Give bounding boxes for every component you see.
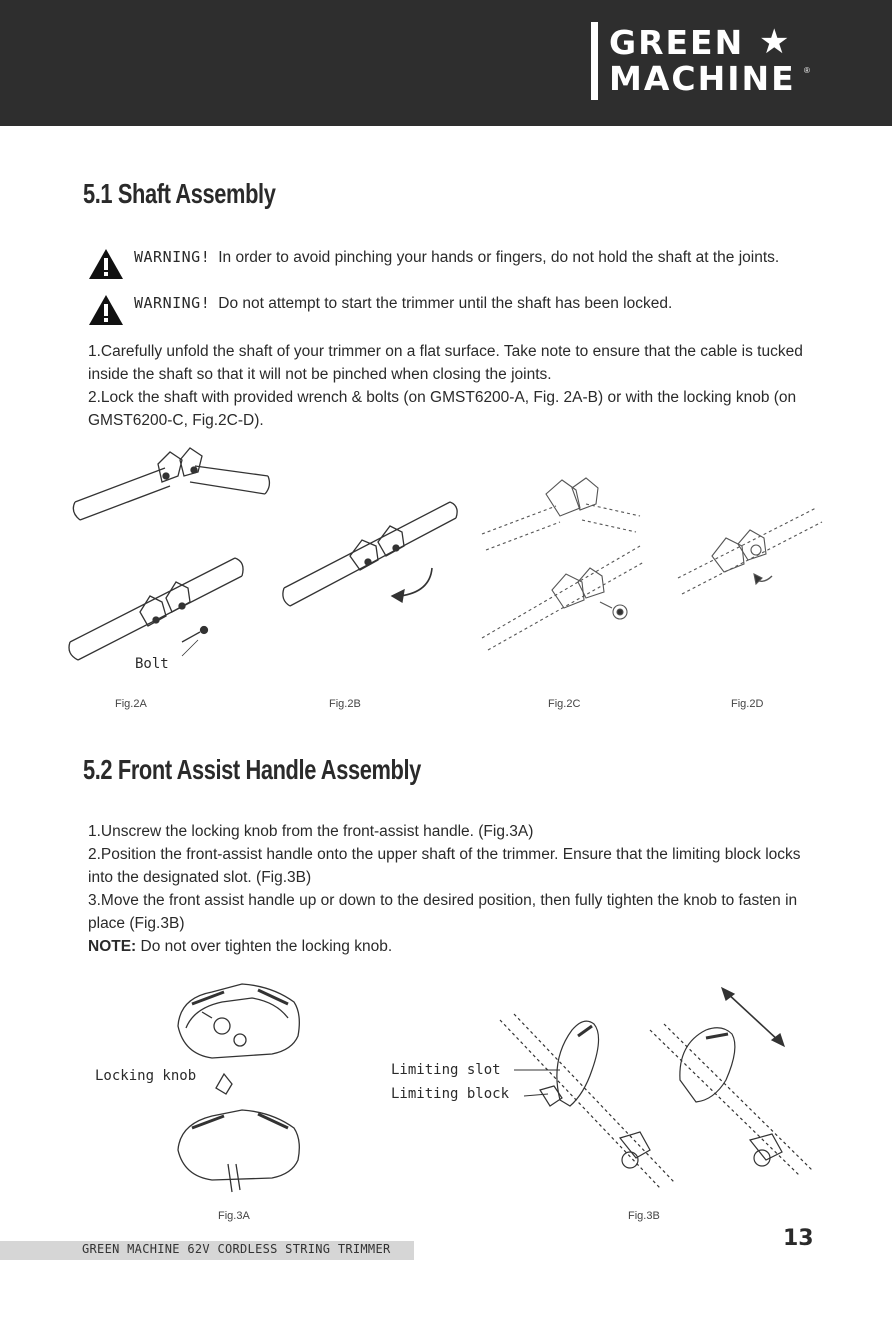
note-text: Do not over tighten the locking knob. (140, 938, 393, 955)
note (88, 935, 820, 958)
fig-2a-illustration (70, 446, 280, 686)
section-title-shaft-assembly: 5.1 Shaft Assembly (83, 178, 276, 209)
fig-2d-caption: Fig.2D (731, 698, 764, 710)
logo-text-line2: MACHINE (609, 59, 796, 98)
step-2: 2.Lock the shaft with provided wrench & bolts (on GMST6200-A, Fig. 2A-B) or with the locking knob (on GMST6200-C, Fig.2C-D). (88, 389, 797, 429)
fig-2b-illustration (282, 496, 462, 616)
footer-text: GREEN MACHINE 62V CORDLESS STRING TRIMMER (82, 1242, 391, 1256)
warning-triangle-icon (88, 248, 124, 280)
warning-1 (88, 246, 814, 269)
warning-text: In order to avoid pinching your hands or fingers, do not hold the shaft at the joints. (218, 249, 780, 266)
step-1: 1.Carefully unfold the shaft of your trimmer on a flat surface. Take note to ensure that the cable is tucked inside the shaft so that it will not be pinched when closing the joints. (88, 343, 803, 383)
warning-label: WARNING! (134, 248, 211, 266)
registered-mark: ® (804, 66, 810, 75)
fig-3b-caption: Fig.3B (628, 1210, 660, 1222)
fig-2c-caption: Fig.2C (548, 698, 581, 710)
warning-2 (88, 292, 814, 315)
logo-text-line1: GREEN (609, 23, 745, 62)
shaft-steps (88, 340, 820, 432)
limiting-block-label: Limiting block (391, 1086, 510, 1102)
fig-3a-caption: Fig.3A (218, 1210, 250, 1222)
warning-text: Do not attempt to start the trimmer until the shaft has been locked. (218, 295, 673, 312)
fig-2b-caption: Fig.2B (329, 698, 361, 710)
section-title-front-assist-handle: 5.2 Front Assist Handle Assembly (83, 754, 421, 785)
warning-label: WARNING! (134, 294, 211, 312)
logo-bar (591, 22, 598, 100)
step-1: 1.Unscrew the locking knob from the front-assist handle. (Fig.3A) (88, 823, 534, 840)
fig-2c-illustration (480, 464, 650, 654)
limiting-slot-label: Limiting slot (391, 1062, 501, 1078)
warning-triangle-icon (88, 294, 124, 326)
note-label: NOTE: (88, 938, 137, 955)
fig-3a-illustration (172, 978, 312, 1198)
locking-knob-label: Locking knob (95, 1068, 197, 1084)
fig-3b-illustration (500, 990, 820, 1200)
page-header (0, 0, 892, 126)
step-3: 3.Move the front assist handle up or down to the desired position, then fully tighten the knob to fasten in place (Fig.3B) (88, 892, 798, 932)
page-number: 13 (783, 1226, 814, 1251)
fig-2a-caption: Fig.2A (115, 698, 147, 710)
handle-steps (88, 820, 820, 958)
bolt-label: Bolt (135, 656, 169, 672)
step-2: 2.Position the front-assist handle onto the upper shaft of the trimmer. Ensure that the limiting block locks into the designated slot. (Fig.3B) (88, 846, 801, 886)
star-icon: ★ (759, 23, 790, 61)
fig-2d-illustration (676, 504, 826, 604)
